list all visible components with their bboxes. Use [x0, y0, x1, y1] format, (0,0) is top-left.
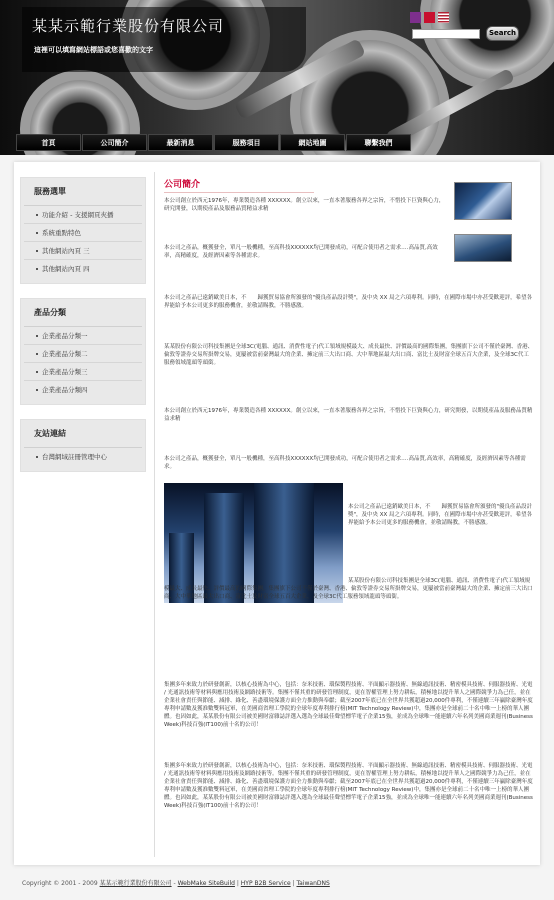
- footer: [22, 878, 330, 887]
- bullet-icon: [36, 232, 38, 234]
- sidebar-section-title: 服務選單: [24, 183, 142, 206]
- paragraph: 本公司之產品，概獲發全，單凡一般機種，至高科技XXXXXX均已開發成功，可配合使用者之需求‥‥高品質,高效率，高精確度，及經濟因素等各種需求。: [164, 456, 526, 470]
- bullet-icon: [36, 268, 38, 270]
- footer-separator: |: [234, 880, 241, 887]
- bullet-icon: [36, 389, 38, 391]
- paragraph: 本公司創立於西元1976年，專業製造各種 XXXXXX。創立以來，一直本著服務各界之宗旨，不惜投下巨資與心力，研究開發，以期使產品及服務品質精益求精: [164, 408, 533, 422]
- paragraph: 本公司之產品，概獲發全，單凡一般機種，至高科技XXXXXX均已開發成功，可配合使用者之需求‥‥高品質,高效率，高精確度，及經濟因素等各種需求。: [164, 245, 438, 259]
- search-button[interactable]: Search: [486, 26, 519, 41]
- paragraph: 本公司之產品已遠銷歐美日本，不 歸獲貿易協會所頒發的"優良產品設計獎"，及中央 XX 局之六項專利。同時，在國際市場中亦甚受歡迎評，希望各界能給予本公司更多的服務機會，並敬請賜教，不勝感激。: [348, 504, 533, 526]
- nav-item-sitemap[interactable]: 網站地圖: [280, 134, 345, 151]
- sidebar-item-category-1[interactable]: [24, 327, 142, 345]
- site-slogan: 這裡可以填寫網站標語或您喜歡的文字: [34, 45, 153, 54]
- bullet-icon: [36, 456, 38, 458]
- paragraph: 集團多年來致力於研發創新，以核心技術為中心，包括：奈米技術、環保製程技術、平面顯示器技術、無線通訊技術、精密模具技術、伺服器技術、光電 / 光通訊技術等材料與應用技術及網路技術等。集團不僅其重的研發管理制度，更在智權管理上努力耕耘，積極地以提升華人之國際競爭力為己任，並在企業社會責任與節能、減排、綠化、善盡環境保護方面全力推動與奉獻；截至2007年底已在全世界共獲超過20,000件專利，不僅連續三年贏除臺灣年度專利申請數及獲准數雙料冠軍，在美國商省理工學院的全球年度專利排行榜(MIT Technology Review)中，集團亦是全球前二十名中唯一上榜的華人團體。也因如此，某某股份有限公司被美國財富雜誌評選入選為全球最佳聲望標竿電子企業15強，並成為全球唯一能連續六年名列美國商業週刊(Business Week)科技百強(IT100)前十名的公司！: [164, 763, 533, 809]
- footer-hyp-link[interactable]: HYP B2B Service: [240, 880, 291, 887]
- sidebar-products-box: [20, 298, 146, 405]
- content-wrapper: [14, 162, 540, 865]
- paragraph: 某某股份有限公司科技集團是全球3C(電腦、通訊、消費性電子)代工領域規模最大、成長最快、評價最高的國際集團，集團旗下公司不僅於臺灣、香港、倫敦等證券交易所掛牌交易，更屢被當前臺灣最大的企業、擁定前三大出口商、大中華地區最大出口商、富比士及財富全球五百大企業，及全球3C代工服務領域龍頭等頭銜。: [164, 344, 534, 366]
- main-nav: [16, 134, 412, 151]
- sidebar-item-label[interactable]: 其他網站內頁 四: [42, 265, 90, 273]
- building-thumbnail-image: [454, 182, 512, 220]
- bullet-icon: [36, 250, 38, 252]
- copyright-text: Copyright © 2001 - 2009: [22, 880, 98, 887]
- footer-separator: |: [290, 880, 297, 887]
- sidebar-item-label[interactable]: 台灣網域註冊管理中心: [42, 453, 107, 461]
- sidebar-item-page-3[interactable]: [24, 242, 142, 260]
- sidebar-item-label[interactable]: 企業產品分類一: [42, 332, 88, 340]
- column-divider: [154, 172, 155, 857]
- footer-webmake-link[interactable]: WebMake SiteBuild: [177, 880, 235, 887]
- sidebar-item-label[interactable]: 企業產品分類二: [42, 350, 88, 358]
- bullet-icon: [36, 371, 38, 373]
- nav-item-home[interactable]: 首頁: [16, 134, 81, 151]
- paragraph: 本公司之產品已遠銷歐美日本，不 歸獲貿易協會所頒發的"優良產品設計獎"，及中央 XX 局之六項專利。同時，在國際市場中亦甚受歡迎評，希望各界能給予本公司更多的服務機會，並敬請賜教，不勝感激。: [164, 295, 533, 309]
- language-switcher: [410, 12, 449, 23]
- paragraph: 某某股份有限公司科技集團是全球3C(電腦、通訊、消費性電子)代工領域規模最大、成長最快、評價最高的國際集團，集團旗下公司不僅於臺灣、香港、倫敦等證券交易所掛牌交易，更屢被當前臺灣最大的企業、擁定前三大出口商、大中華地區最大出口商、富比士及財富全球五百大企業，及全球3C代工服務領域龍頭等頭銜。: [164, 578, 533, 600]
- us-flag-icon[interactable]: [438, 12, 449, 23]
- sidebar-section-title: 友站連結: [24, 425, 142, 448]
- nav-item-news[interactable]: 最新消息: [148, 134, 213, 151]
- sidebar-section-title: 產品分類: [24, 304, 142, 327]
- nav-item-contact[interactable]: 聯繫我們: [346, 134, 411, 151]
- sidebar-item-label[interactable]: 其他網站內頁 三: [42, 247, 90, 255]
- traditional-chinese-flag-icon[interactable]: [410, 12, 421, 23]
- bullet-icon: [36, 335, 38, 337]
- header-banner: [0, 0, 554, 155]
- sidebar-item-features[interactable]: [24, 206, 142, 224]
- sidebar-item-page-4[interactable]: [24, 260, 142, 277]
- sidebar-item-label[interactable]: 企業產品分類四: [42, 386, 88, 394]
- sidebar-item-highlights[interactable]: [24, 224, 142, 242]
- page-title: 公司簡介: [164, 177, 314, 193]
- bullet-icon: [36, 214, 38, 216]
- sidebar: [20, 177, 146, 486]
- sidebar-item-category-3[interactable]: [24, 363, 142, 381]
- building-thumbnail-image: [454, 234, 512, 262]
- sidebar-item-category-2[interactable]: [24, 345, 142, 363]
- nav-item-services[interactable]: 服務項目: [214, 134, 279, 151]
- sidebar-links-box: [20, 419, 146, 472]
- paragraph: 本公司創立於西元1976年，專業製造各種 XXXXXX。創立以來，一直本著服務各界之宗旨，不惜投下巨資與心力，研究開發，以期使產品及服務品質精益求精: [164, 198, 445, 212]
- search-input[interactable]: [412, 29, 480, 39]
- sidebar-item-label[interactable]: 系統重點特色: [42, 229, 81, 237]
- site-title[interactable]: 某某示範行業股份有限公司: [32, 17, 225, 35]
- nav-item-about[interactable]: 公司簡介: [82, 134, 147, 151]
- sidebar-services-box: [20, 177, 146, 284]
- main-content: [164, 177, 537, 809]
- bullet-icon: [36, 353, 38, 355]
- footer-separator: -: [171, 880, 178, 887]
- sidebar-item-twnic[interactable]: [24, 448, 142, 465]
- sidebar-item-category-4[interactable]: [24, 381, 142, 398]
- simplified-chinese-flag-icon[interactable]: [424, 12, 435, 23]
- sidebar-item-label[interactable]: 功能介紹 - 支援網頁夾播: [42, 211, 114, 219]
- footer-dns-link[interactable]: TaiwanDNS: [296, 880, 330, 887]
- footer-company-link[interactable]: 某某示範行業股份有限公司: [99, 880, 172, 887]
- paragraph: 集團多年來致力於研發創新，以核心技術為中心，包括：奈米技術、環保製程技術、平面顯示器技術、無線通訊技術、精密模具技術、伺服器技術、光電 / 光通訊技術等材料與應用技術及網路技術等。集團不僅其重的研發管理制度，更在智權管理上努力耕耘，積極地以提升華人之國際競爭力為己任，並在企業社會責任與節能、減排、綠化、善盡環境保護方面全力推動與奉獻；截至2007年底已在全世界共獲超過20,000件專利，不僅連續三年贏除臺灣年度專利申請數及獲准數雙料冠軍，在美國商省理工學院的全球年度專利排行榜(MIT Technology Review)中，集團亦是全球前二十名中唯一上榜的華人團體。也因如此，某某股份有限公司被美國財富雜誌評選入選為全球最佳聲望標竿電子企業15強，並成為全球唯一能連續六年名列美國商業週刊(Business Week)科技百強(IT100)前十名的公司！: [164, 682, 533, 728]
- sidebar-item-label[interactable]: 企業產品分類三: [42, 368, 88, 376]
